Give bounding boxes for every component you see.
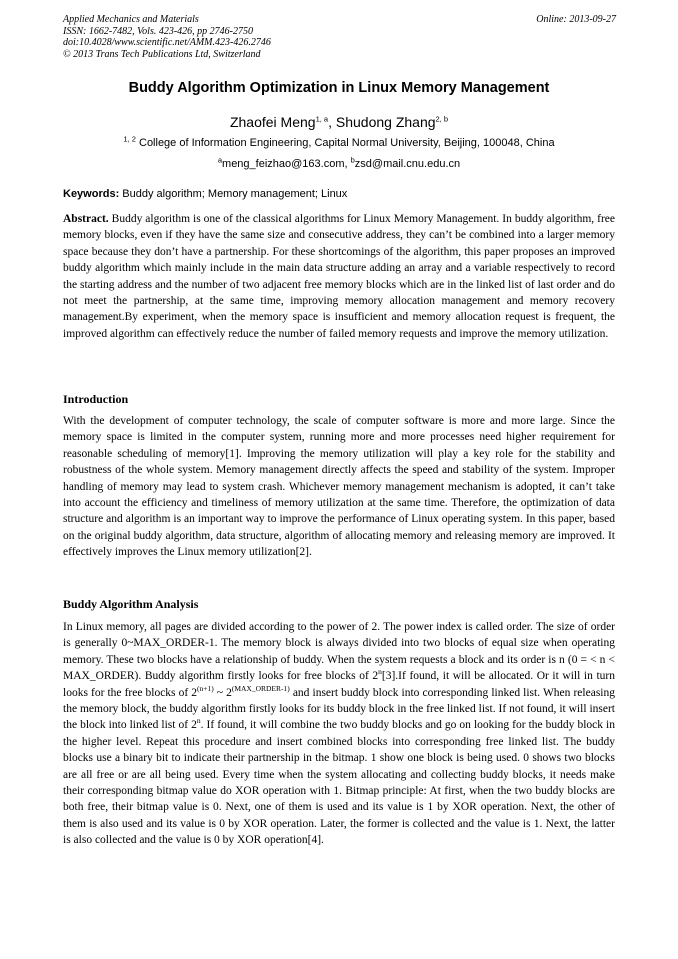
email-b-sup: b — [350, 155, 355, 165]
email-line — [40, 155, 638, 170]
author-2-sup: 2, b — [435, 114, 449, 124]
buddy-text-5: . If found, it will combine the two buddy blocks and go on looking for the buddy block in the higher level. Repeat this procedure and insert combined blocks into corresponding free linked list. The buddy blocks use a binary bit to indicate their partnership in the bitmap. 1 show one block is being used. 0 shows two blocks are all free or are all being used. Every time when the system allocating and collecting buddy blocks, it needs make their corresponding bitmap value do XOR operation with 1. Bitmap principle: At first, when the two buddy blocks are both free, their bitmap value is 0. Next, one of them is used and its value is 1 by XOR operation. Next, the other of them is also used and its value is 0 by XOR operation. Later, the former is collected and the value is 1. Next, the latter is also collected and the value is 0 by XOR operation[4]. — [63, 719, 616, 847]
email-separator: , — [344, 158, 351, 170]
issn-line: ISSN: 1662-7482, Vols. 423-426, pp 2746-2750 — [63, 25, 253, 37]
buddy-text-1: In Linux memory, all pages are divided according to the power of 2. The power index is called order. The size of order is generally 0~MAX_ORDER-1. The memory block is always divided into two blocks of equal size when operating memory. These two blocks have a relationship of buddy. When the system requests a block and its order is n (0 = < n < MAX_ORDER). Buddy algorithm firstly looks for free blocks of 2 — [63, 621, 615, 683]
email-b[interactable]: zsd@mail.cnu.edu.cn — [354, 158, 461, 170]
email-a-sup: a — [217, 155, 223, 165]
buddy-analysis-text — [63, 619, 615, 849]
author-2-name: Shudong Zhang — [335, 114, 436, 130]
author-1-name: Zhaofei Meng — [229, 114, 316, 130]
copyright-line: © 2013 Trans Tech Publications Ltd, Switzerland — [63, 48, 261, 60]
affiliation — [40, 134, 638, 149]
buddy-text-2: [3].If found, it will be allocated. Or it will in turn looks for the free blocks of 2 — [63, 670, 616, 699]
buddy-text-3: ~ 2 — [213, 686, 232, 699]
keywords — [63, 188, 615, 200]
author-1-sup: 1, a — [315, 114, 329, 124]
introduction-heading: Introduction — [63, 392, 129, 406]
buddy-analysis-heading: Buddy Algorithm Analysis — [63, 597, 199, 611]
paper-title: Buddy Algorithm Optimization in Linux Memory Management — [128, 80, 550, 96]
abstract-text: Buddy algorithm is one of the classical algorithms for Linux Memory Management. In buddy algorithm, free memory blocks, even if they have the same size and consecutive address, they can’t be combined into a larger memory space because they don’t have a partnership. For these shortcomings of the algorithm, this paper proposes an improved buddy algorithm which mainly include in the main data structure adding an array and a variable respectively to record the starting address and the number of two adjacent free memory blocks which are in the linked list of last order and do not meet the partnership, at the same time, improving memory allocation management and memory recovery management.By experiment, when the memory space is insufficient and memory allocation request is frequent, the improved algorithm can effectively reduce the number of failed memory requests and improve the memory utilization. — [63, 213, 615, 340]
introduction-text: With the development of computer technology, the scale of computer software is more and more large. Since the memory space is limited in the computer system, running more and more processes need higher requirement for reasonable scheduling of memory[1]. Improving the memory utilization will play a key role for the stability and robustness of the whole system. Memory management directly affects the speed and stability of the system. Improper handling of memory may lead to system crash. Whichever memory management mechanism is adopted, it can’t take into account the efficiency and timeliness of memory utilization at the same time. Therefore, the optimization of data structure and algorithm is an important way to improve the performance of Linux operating system. In this paper, based on the original buddy algorithm, data structure, algorithm of allocating memory and releasing memory are improved. It effectively improves the Linux memory utilization[2]. — [63, 415, 615, 559]
email-a[interactable]: meng_feizhao@163.com — [222, 158, 345, 170]
sup-max-order: (MAX_ORDER-1) — [231, 683, 290, 693]
keywords-text: Buddy algorithm; Memory management; Linux — [119, 188, 348, 200]
buddy-text-4: and insert buddy block into corresponding linked list. When releasing the memory block, the buddy algorithm firstly looks for its buddy block in the free linked list. If not found, it will insert the block into linked list of 2 — [63, 686, 615, 732]
sup-n-1: n — [378, 667, 382, 677]
author-line — [40, 114, 638, 130]
online-date: Online: 2013-09-27 — [536, 14, 616, 25]
abstract-label: Abstract. — [63, 213, 109, 225]
journal-header — [63, 14, 483, 60]
journal-name: Applied Mechanics and Materials — [63, 14, 199, 25]
sup-n-2: n — [196, 716, 201, 726]
sup-n-plus-1: (n+1) — [197, 683, 214, 693]
abstract — [63, 211, 615, 342]
affiliation-text: College of Information Engineering, Capital Normal University, Beijing, 100048, China — [135, 137, 555, 149]
keywords-label: Keywords: — [63, 188, 120, 200]
doi-line: doi:10.4028/www.scientific.net/AMM.423-426.2746 — [63, 37, 271, 48]
author-separator: , — [328, 114, 336, 130]
affiliation-sup: 1, 2 — [123, 134, 136, 144]
